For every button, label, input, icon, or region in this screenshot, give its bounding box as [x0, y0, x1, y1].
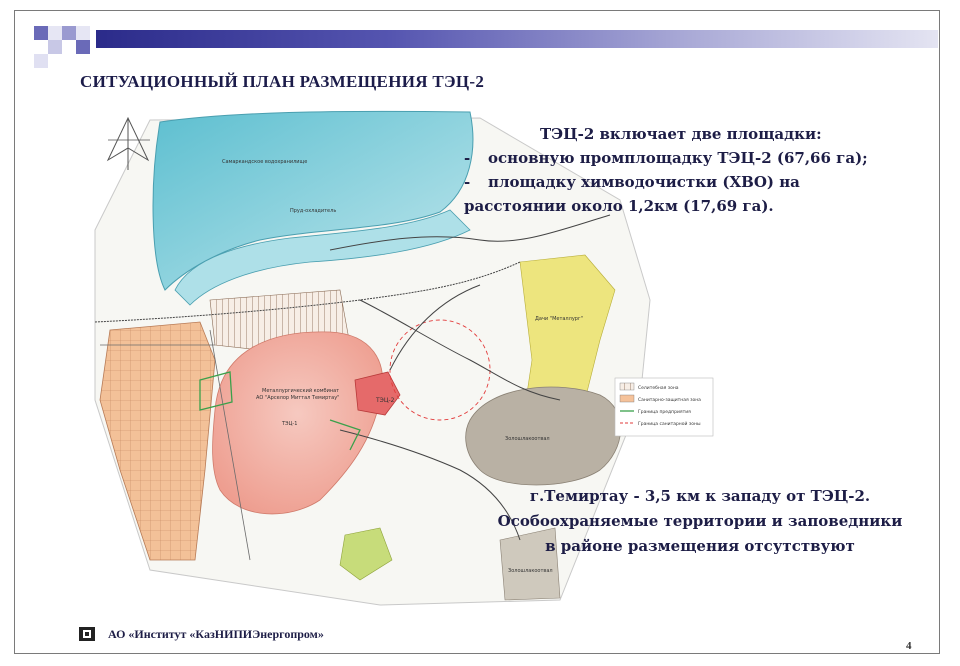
tec2-label: ТЭЦ-2: [376, 397, 395, 404]
map-legend: [615, 378, 713, 436]
legend-swatch-sanitary: [620, 395, 634, 402]
combine-label: Металлургический комбинат: [262, 388, 340, 394]
info-item-1-text: основную промплощадку ТЭЦ-2 (67,66 га);: [488, 149, 868, 167]
info-item-1: [464, 146, 868, 170]
slide-title: СИТУАЦИОННЫЙ ПЛАН РАЗМЕЩЕНИЯ ТЭЦ-2: [80, 72, 485, 91]
reservoir-label: Самаркандское водохранилище: [222, 159, 308, 165]
info-item-2-dash: -: [464, 173, 471, 191]
note-line-2: Особоохраняемые территории и заповедники: [497, 512, 903, 530]
info-item-1-dash: -: [464, 149, 471, 167]
ash-dump-label-1: Золошлакоотвал: [505, 436, 550, 442]
bottom-note: [470, 484, 930, 559]
info-tail: расстоянии около 1,2км (17,69 га).: [464, 197, 774, 215]
dacha-label: Дачи "Металлург": [535, 316, 583, 322]
info-item-2-text: площадку химводочистки (ХВО) на: [488, 173, 800, 191]
legend-label-2: Санитарно-защитная зона: [638, 398, 701, 403]
legend-label-4: Граница санитарной зоны: [638, 422, 701, 427]
footer-company: АО «Институт «КазНИПИЭнергопром»: [108, 626, 324, 641]
legend-swatch-residential: [620, 383, 634, 390]
info-item-2: [464, 170, 864, 194]
legend-label-3: Граница предприятия: [638, 410, 691, 415]
info-heading: ТЭЦ-2 включает две площадки:: [540, 125, 822, 143]
footer: [78, 626, 324, 642]
note-line-3: в районе размещения отсутствуют: [545, 537, 855, 555]
pond-label: Пруд-охладитель: [290, 208, 337, 214]
info-block: [464, 122, 868, 218]
combine-label-2: АО "Арселор Миттал Темиртау": [256, 395, 340, 401]
legend-label-1: Селитебная зона: [638, 386, 679, 391]
institute-logo-icon: [78, 626, 96, 642]
ash-dump-label-2: Золошлакоотвал: [508, 568, 553, 574]
note-line-1: г.Темиртау - 3,5 км к западу от ТЭЦ-2.: [529, 487, 871, 505]
page-number: 4: [906, 640, 912, 652]
tec1-label: ТЭЦ-1: [282, 421, 298, 427]
